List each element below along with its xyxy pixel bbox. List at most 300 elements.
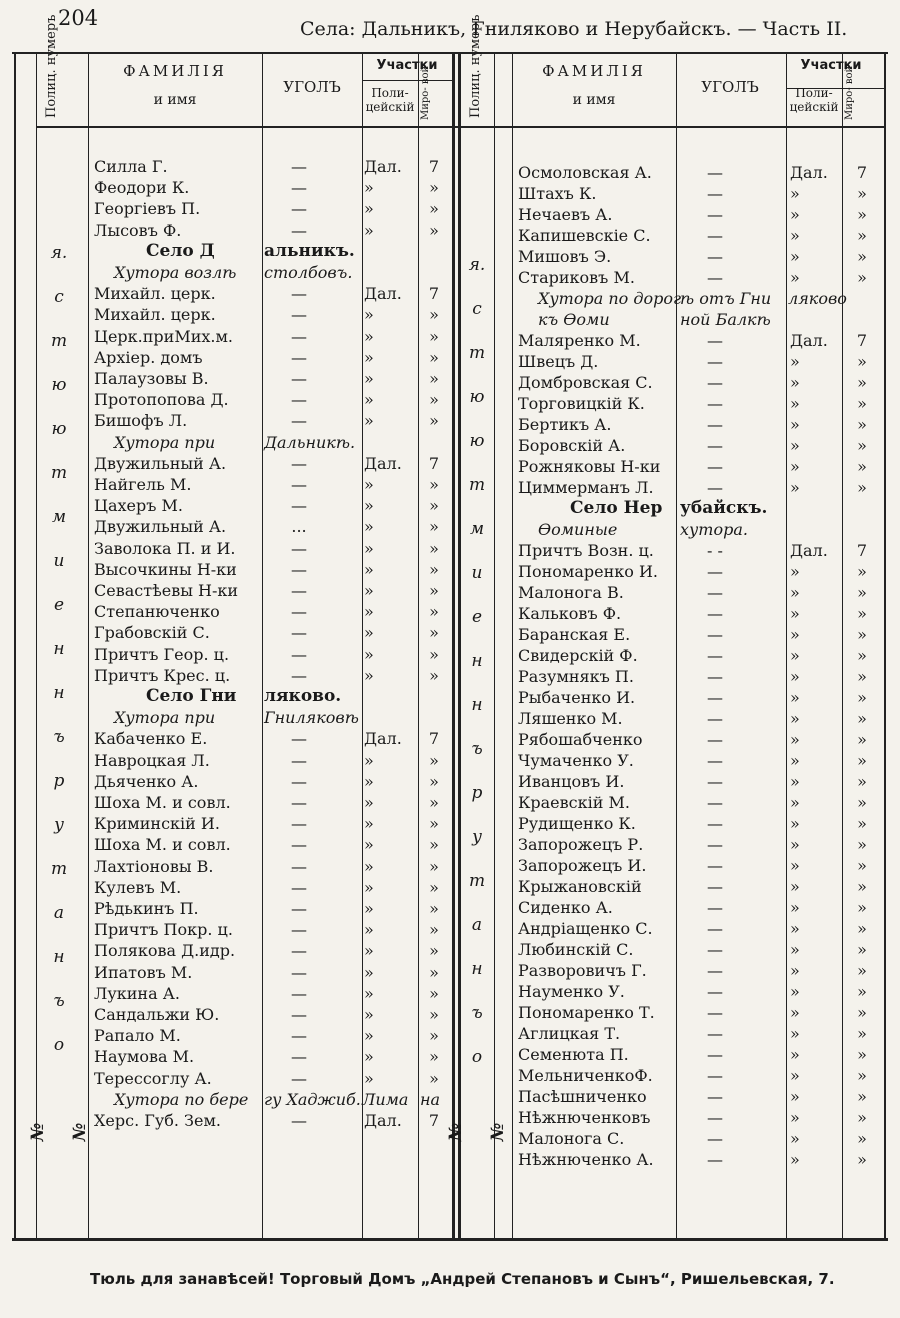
section-subtitle-a: Хутора при xyxy=(114,432,216,452)
entry-peace-district: » xyxy=(429,347,439,367)
sidebar-letter-right: с xyxy=(472,299,482,319)
entry-peace-district: » xyxy=(429,899,439,918)
entry-police-district: » xyxy=(790,772,800,791)
entry-peace-district: » xyxy=(429,411,439,431)
sidebar-letter-left: н xyxy=(53,947,65,967)
entry-police-district: » xyxy=(790,247,800,266)
entry-peace-district: » xyxy=(429,1026,439,1046)
sidebar-letter-left: у xyxy=(54,815,64,835)
entry-police-district: » xyxy=(790,646,800,665)
entry-peace-district: » xyxy=(857,205,867,224)
section-subtitle-a: къ Ѳоми xyxy=(538,310,610,329)
entry-corner: — xyxy=(707,1129,723,1148)
entry-police-district: » xyxy=(790,415,800,434)
entry-peace-district: » xyxy=(857,604,867,623)
entry-name: Бертикъ А. xyxy=(518,415,612,434)
entry-corner: — xyxy=(291,644,307,664)
entry-corner: — xyxy=(291,962,307,982)
entry-peace-district: » xyxy=(429,305,439,325)
entry-corner: — xyxy=(291,453,307,473)
entry-corner: — xyxy=(291,1068,307,1088)
entry-name: Краевскій М. xyxy=(518,793,630,812)
entry-corner: — xyxy=(707,961,723,980)
entry-police-district: Дал. xyxy=(790,331,828,350)
entry-name: Высочкины Н-ки xyxy=(94,559,237,579)
entry-name: Штахъ К. xyxy=(518,184,597,203)
entry-peace-district: » xyxy=(429,369,439,388)
entry-peace-district: 7 xyxy=(428,157,440,176)
entry-corner: — xyxy=(291,793,307,812)
sidebar-letter-right: н xyxy=(471,651,483,671)
section-title-a: Село Д xyxy=(146,240,215,261)
entry-peace-district: » xyxy=(429,814,439,834)
entry-peace-district: 7 xyxy=(856,163,868,182)
entry-name: Полякова Д.идр. xyxy=(94,941,236,961)
section-subtitle-a: Хутора по бере xyxy=(114,1089,249,1109)
entry-police-district: » xyxy=(364,750,374,770)
section-subtitle-c: ляково xyxy=(788,289,847,308)
sidebar-letter-right: а xyxy=(471,915,483,935)
entry-police-district: » xyxy=(364,559,374,579)
entry-corner: — xyxy=(707,940,723,959)
sidebar-letter-left: т xyxy=(50,331,68,351)
entry-name: Нѣжнюченко А. xyxy=(518,1150,654,1169)
entry-corner: — xyxy=(291,390,307,410)
entry-police-district: » xyxy=(790,457,800,476)
col-police-district-left: Поли- цейскій xyxy=(365,86,415,115)
section-subtitle-b: Гниляковѣ xyxy=(264,708,359,728)
sidebar-letter-right: т xyxy=(468,871,486,891)
entry-peace-district: » xyxy=(429,983,439,1003)
entry-peace-district: » xyxy=(429,835,439,855)
entry-police-district: » xyxy=(364,644,374,664)
entry-peace-district: » xyxy=(857,247,867,266)
entry-peace-district: » xyxy=(429,771,439,791)
entry-corner: - - xyxy=(707,541,723,560)
entry-police-district: » xyxy=(364,899,374,918)
entry-corner: — xyxy=(291,347,307,367)
entry-name: Наумова М. xyxy=(94,1047,195,1067)
entry-name: Феодори К. xyxy=(94,178,190,198)
entry-corner: — xyxy=(707,709,723,728)
l-name-divider xyxy=(88,52,89,1240)
entry-name: МельниченкоФ. xyxy=(518,1066,653,1085)
sidebar-letter-right: т xyxy=(468,475,486,495)
column-head-rule xyxy=(36,126,886,128)
entry-peace-district: » xyxy=(429,962,439,982)
sidebar-letter-right: ю xyxy=(469,431,485,451)
entry-corner: — xyxy=(707,835,723,854)
entry-name: Малонога С. xyxy=(518,1129,625,1148)
entry-name: Степанюченко xyxy=(94,602,220,622)
entry-police-district: » xyxy=(790,877,800,896)
sidebar-letter-left: е xyxy=(53,595,65,615)
entry-police-district: » xyxy=(364,1047,374,1067)
entry-police-district: » xyxy=(790,751,800,770)
entry-peace-district: » xyxy=(857,1024,867,1043)
entry-peace-district: » xyxy=(857,793,867,812)
sidebar-nos-right: №№ xyxy=(446,1122,508,1142)
entry-police-district: » xyxy=(790,856,800,875)
entry-name: Пономаренко Т. xyxy=(518,1003,655,1022)
entry-name: Цахеръ М. xyxy=(94,496,183,516)
entry-peace-district: » xyxy=(429,602,439,622)
entry-corner: — xyxy=(291,1026,307,1046)
r-name-divider xyxy=(512,52,513,1240)
entry-corner: — xyxy=(707,1024,723,1043)
entry-police-district: » xyxy=(364,496,374,516)
entry-corner: — xyxy=(707,604,723,623)
entry-name: Причтъ Геор. ц. xyxy=(94,644,230,664)
sidebar-letter-right: и xyxy=(471,563,483,583)
entry-police-district: » xyxy=(790,184,800,203)
left-district-subrule xyxy=(362,80,452,81)
col-police-district-right: Поли- цейскій xyxy=(789,86,839,115)
sidebar-letter-left: а xyxy=(53,903,65,923)
entry-police-district: » xyxy=(790,709,800,728)
entry-corner: — xyxy=(291,814,307,834)
section-title-b: альникъ. xyxy=(264,240,355,261)
entry-corner: — xyxy=(291,199,307,219)
entry-police-district: » xyxy=(790,604,800,623)
entry-police-district: » xyxy=(790,1087,800,1106)
entry-police-district: » xyxy=(364,623,374,643)
section-title-a: Село Гни xyxy=(146,686,237,706)
entry-name: Двужильный А. xyxy=(94,453,227,473)
entry-peace-district: » xyxy=(857,646,867,665)
entry-police-district: » xyxy=(364,220,374,240)
sidebar-letter-right: ю xyxy=(469,387,485,407)
entry-police-district: Дал. xyxy=(790,541,828,560)
entry-name: Двужильный А. xyxy=(94,517,227,537)
entry-peace-district: » xyxy=(857,436,867,455)
sidebar-letter-right: е xyxy=(471,607,483,627)
entry-corner: — xyxy=(707,415,723,434)
col-peace-district-right: Миро- вой xyxy=(844,65,855,120)
entry-corner: — xyxy=(707,247,723,266)
entry-corner: — xyxy=(707,457,723,476)
entry-name: Стариковъ М. xyxy=(518,268,635,287)
entry-police-district: » xyxy=(364,199,374,219)
entry-police-district: » xyxy=(790,583,800,602)
entry-name: Церк.приМих.м. xyxy=(94,326,234,346)
entry-corner: — xyxy=(291,602,307,622)
entry-corner: — xyxy=(707,184,723,203)
entry-name: Мишовъ Э. xyxy=(518,247,612,266)
entry-corner: — xyxy=(707,352,723,371)
entry-peace-district: » xyxy=(429,793,439,812)
entry-corner: — xyxy=(707,814,723,833)
outer-right-border xyxy=(884,52,886,1240)
entry-police-district: » xyxy=(364,305,374,325)
r-police-divider xyxy=(494,52,495,1240)
l-police-divider xyxy=(36,52,37,1240)
entry-corner: — xyxy=(291,1005,307,1024)
entry-corner: — xyxy=(707,205,723,224)
entry-peace-district: » xyxy=(429,178,439,198)
entry-corner: — xyxy=(291,835,307,855)
entry-name: Навроцкая Л. xyxy=(94,750,210,770)
entry-police-district: » xyxy=(364,877,374,897)
entry-corner: — xyxy=(707,1045,723,1064)
entry-corner: — xyxy=(707,646,723,665)
entry-peace-district: » xyxy=(857,982,867,1001)
entry-name: Аглицкая Т. xyxy=(518,1024,621,1043)
entry-peace-district: » xyxy=(857,1129,867,1148)
entry-police-district: » xyxy=(364,347,374,367)
entry-peace-district: » xyxy=(429,1068,439,1088)
entry-name: Запорожецъ И. xyxy=(518,856,647,875)
entry-corner: — xyxy=(291,1047,307,1067)
entry-police-district: Дал. xyxy=(364,284,402,304)
entry-peace-district: » xyxy=(857,1150,867,1169)
entry-name: Рѣдькинъ П. xyxy=(94,899,199,918)
entry-peace-district: » xyxy=(857,751,867,770)
entry-corner: — xyxy=(291,220,307,240)
entry-corner: — xyxy=(707,1150,723,1169)
footer-advertisement: Тюль для занавѣсей! Торговый Домъ „Андрей Степановъ и Сынъ“, Ришельевская, 7. xyxy=(90,1270,835,1288)
mid-left-divider xyxy=(452,52,455,1240)
entry-name: Домбровская С. xyxy=(518,373,653,392)
entry-corner: — xyxy=(707,1108,723,1127)
entry-police-district: » xyxy=(790,1045,800,1064)
entry-police-district: » xyxy=(364,517,374,537)
entry-corner: — xyxy=(291,899,307,918)
sidebar-letter-left: ъ xyxy=(53,727,65,747)
sidebar-letter-left: н xyxy=(53,683,65,703)
entry-corner: — xyxy=(291,1111,307,1130)
entry-police-district: Дал. xyxy=(364,729,402,749)
entry-police-district: » xyxy=(790,436,800,455)
entry-corner: — xyxy=(707,583,723,602)
entry-peace-district: » xyxy=(857,835,867,854)
entry-name: Сиденко А. xyxy=(518,898,613,917)
entry-name: Дьяченко А. xyxy=(94,771,199,791)
entry-peace-district: » xyxy=(429,1047,439,1067)
col-districts-right: Участки xyxy=(800,58,862,73)
entry-name: Заволока П. и И. xyxy=(94,538,236,558)
sidebar-letter-right: т xyxy=(468,343,486,363)
entry-peace-district: » xyxy=(429,559,439,579)
entry-name: Причтъ Покр. ц. xyxy=(94,920,233,940)
section-subtitle-d: на xyxy=(420,1089,441,1109)
entry-name: Лысовъ Ф. xyxy=(94,220,182,240)
entry-corner: — xyxy=(291,750,307,770)
section-subtitle-b: ной Балкѣ xyxy=(680,310,771,329)
col-name-title-left: ФАМИЛІЯ xyxy=(123,62,227,80)
entry-name: Андріащенко С. xyxy=(518,919,653,938)
sidebar-letter-left: т xyxy=(50,859,68,879)
sidebar-letter-left: с xyxy=(54,287,64,307)
section-subtitle-a: Хутора возлѣ xyxy=(114,263,237,282)
entry-name: Разумнякъ П. xyxy=(518,667,634,686)
section-subtitle-b: столбовъ. xyxy=(264,263,353,282)
entry-name: Боровскій А. xyxy=(518,436,626,455)
entry-name: Найгель М. xyxy=(94,475,192,494)
entry-corner: — xyxy=(291,326,307,346)
entry-corner: — xyxy=(707,394,723,413)
entry-peace-district: » xyxy=(857,940,867,959)
section-subtitle-b: гу Хаджиб. xyxy=(264,1089,361,1109)
entry-peace-district: » xyxy=(857,394,867,413)
entry-name: Терессоглу А. xyxy=(94,1068,212,1088)
entry-police-district: » xyxy=(364,814,374,834)
entry-peace-district: » xyxy=(857,877,867,896)
entry-name: Рудищенко К. xyxy=(518,814,636,833)
sidebar-letter-left: р xyxy=(53,771,65,791)
entry-corner: — xyxy=(291,284,307,304)
col-police-num-left: Полиц. нумеръ xyxy=(44,14,59,118)
header-rule xyxy=(12,52,888,54)
col-name-sub-right: и имя xyxy=(572,92,616,108)
entry-police-district: » xyxy=(790,982,800,1001)
entry-police-district: » xyxy=(790,1024,800,1043)
entry-corner: — xyxy=(707,1003,723,1022)
entry-police-district: » xyxy=(364,835,374,855)
entry-peace-district: » xyxy=(857,184,867,203)
entry-name: Швецъ Д. xyxy=(518,352,599,371)
entry-police-district: » xyxy=(790,478,800,497)
section-subtitle-b: хутора. xyxy=(680,520,748,539)
entry-corner: — xyxy=(707,1066,723,1085)
entry-corner: — xyxy=(707,436,723,455)
entry-peace-district: » xyxy=(857,457,867,476)
entry-peace-district: » xyxy=(857,919,867,938)
entry-name: Протопопова Д. xyxy=(94,390,229,410)
entry-peace-district: » xyxy=(857,625,867,644)
entry-police-district: » xyxy=(790,394,800,413)
entry-corner: — xyxy=(291,559,307,579)
entry-corner: — xyxy=(707,898,723,917)
entry-name: Торговицкій К. xyxy=(518,394,645,413)
entry-name: Свидерскій Ф. xyxy=(518,646,638,665)
entry-police-district: » xyxy=(364,390,374,410)
entry-police-district: » xyxy=(364,920,374,940)
entry-peace-district: » xyxy=(857,415,867,434)
entry-police-district: » xyxy=(364,1068,374,1088)
entry-police-district: » xyxy=(790,814,800,833)
entry-peace-district: » xyxy=(429,644,439,664)
entry-police-district: » xyxy=(790,1129,800,1148)
entry-corner: — xyxy=(707,667,723,686)
entry-peace-district: » xyxy=(857,898,867,917)
entry-corner: — xyxy=(291,729,307,749)
sidebar-letter-left: м xyxy=(51,507,67,527)
entry-peace-district: » xyxy=(857,562,867,581)
col-peace-district-left: Миро- вой xyxy=(420,65,431,120)
entry-corner: — xyxy=(707,751,723,770)
entry-police-district: » xyxy=(790,688,800,707)
entry-name: Крыжановскій xyxy=(518,877,642,896)
sidebar-letter-right: м xyxy=(469,519,485,539)
sidebar-letter-right: н xyxy=(471,959,483,979)
sidebar-letter-left: ю xyxy=(51,419,67,439)
sidebar-letter-right: н xyxy=(471,695,483,715)
entry-police-district: » xyxy=(790,1108,800,1127)
entry-police-district: » xyxy=(790,835,800,854)
entry-name: Причтъ Возн. ц. xyxy=(518,541,654,560)
entry-name: Циммерманъ Л. xyxy=(518,478,654,497)
entry-peace-district: » xyxy=(429,390,439,410)
entry-corner: — xyxy=(707,163,723,182)
entry-peace-district: » xyxy=(857,709,867,728)
entry-corner: — xyxy=(291,538,307,558)
entry-peace-district: 7 xyxy=(856,541,868,560)
entry-police-district: » xyxy=(790,373,800,392)
entry-police-district: Дал. xyxy=(790,163,828,182)
entry-police-district: » xyxy=(790,562,800,581)
entry-name: Рапало М. xyxy=(94,1026,181,1046)
entry-police-district: » xyxy=(364,665,374,685)
entry-name: Кабаченко Е. xyxy=(94,729,208,749)
entry-peace-district: » xyxy=(857,268,867,287)
entry-corner: — xyxy=(291,496,307,516)
entry-name: Нечаевъ А. xyxy=(518,205,613,224)
entry-peace-district: » xyxy=(429,665,439,685)
bottom-rule xyxy=(12,1238,888,1241)
entry-police-district: » xyxy=(364,369,374,388)
section-title-a: Село Нер xyxy=(570,498,663,518)
entry-name: Архіер. домъ xyxy=(94,347,203,367)
section-title-b: ляково. xyxy=(264,686,342,706)
entry-peace-district: » xyxy=(857,226,867,245)
col-corner-left: УГОЛЪ xyxy=(283,78,341,96)
entry-corner: — xyxy=(291,877,307,897)
entry-police-district: » xyxy=(364,856,374,876)
entry-corner: — xyxy=(291,178,307,198)
section-subtitle-c: Лима xyxy=(362,1089,409,1109)
entry-name: Разворовичъ Г. xyxy=(518,961,647,980)
entry-corner: — xyxy=(291,157,307,176)
entry-police-district: » xyxy=(364,326,374,346)
entry-peace-district: » xyxy=(857,688,867,707)
entry-peace-district: » xyxy=(429,326,439,346)
entry-peace-district: » xyxy=(857,814,867,833)
entry-peace-district: » xyxy=(857,772,867,791)
entry-police-district: » xyxy=(790,898,800,917)
entry-name: Шоха М. и совл. xyxy=(94,793,231,812)
entry-police-district: » xyxy=(364,538,374,558)
entry-police-district: » xyxy=(364,602,374,622)
entry-peace-district: » xyxy=(857,583,867,602)
entry-corner: — xyxy=(291,920,307,940)
entry-corner: — xyxy=(291,475,307,494)
entry-police-district: » xyxy=(790,205,800,224)
entry-police-district: » xyxy=(364,1005,374,1024)
entry-corner: — xyxy=(707,730,723,749)
sidebar-letter-left: н xyxy=(53,639,65,659)
entry-police-district: » xyxy=(790,667,800,686)
entry-corner: — xyxy=(291,411,307,431)
entry-peace-district: » xyxy=(857,1003,867,1022)
entry-name: Кулевъ М. xyxy=(94,877,182,897)
entry-police-district: » xyxy=(790,793,800,812)
entry-corner: — xyxy=(707,478,723,497)
entry-peace-district: » xyxy=(857,1066,867,1085)
entry-name: Капишевскіе С. xyxy=(518,226,651,245)
entry-corner: — xyxy=(291,305,307,325)
entry-corner: — xyxy=(707,877,723,896)
entry-peace-district: » xyxy=(857,667,867,686)
entry-name: Иванцовъ И. xyxy=(518,772,625,791)
col-corner-right: УГОЛЪ xyxy=(701,78,759,96)
page-header-title: Села: Дальникъ, Гниляково и Нерубайскъ. — Часть II. xyxy=(300,18,848,40)
entry-peace-district: 7 xyxy=(428,453,440,473)
entry-peace-district: » xyxy=(429,750,439,770)
entry-name: Грабовскій С. xyxy=(94,623,210,643)
r-peace-divider xyxy=(842,52,843,1240)
entry-police-district: » xyxy=(364,771,374,791)
